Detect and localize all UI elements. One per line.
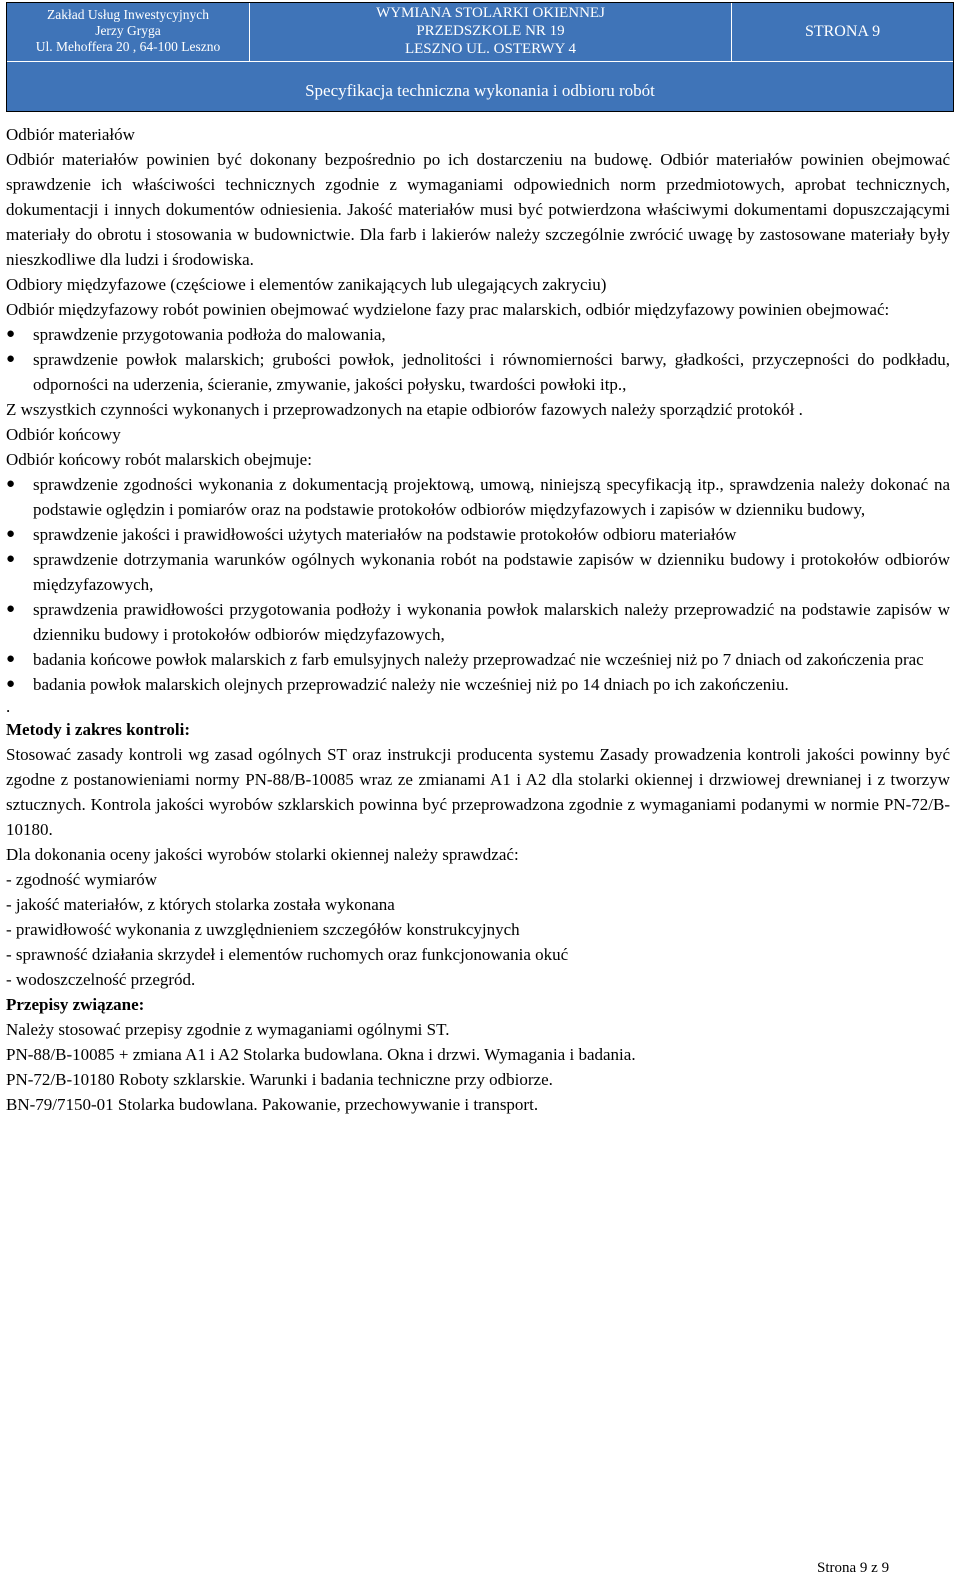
bullet-icon: ● bbox=[6, 351, 16, 367]
bullet-icon: ● bbox=[6, 476, 16, 492]
paragraph-miedzyfazowe-closing: Z wszystkich czynności wykonanych i przeprowadzonych na etapie odbiorów fazowych należy sporządzić protokół . bbox=[6, 400, 803, 419]
list-item: ● sprawdzenie jakości i prawidłowości użytych materiałów na podstawie protokołów odbioru materiałów bbox=[6, 522, 950, 547]
paragraph-miedzyfazowe-intro: Odbiór międzyfazowy robót powinien obejmować wydzielone fazy prac malarskich, odbiór międzyfazowy powinien obejmować: bbox=[6, 300, 890, 319]
list-item: ● sprawdzenie zgodności wykonania z dokumentacją projektową, umową, niniejszą specyfikacją itp., sprawdzenia należy dokonać na podstawie oględzin i pomiarów oraz na podstawie protokołów odbiorów międzyfazowych i zapisów w dzienniku budowy, bbox=[6, 472, 950, 522]
document-body bbox=[6, 122, 950, 1117]
list-item: ● badania końcowe powłok malarskich z farb emulsyjnych należy przeprowadzać nie wcześniej niż po 7 dniach od zakończenia prac bbox=[6, 647, 950, 672]
header-project-cell bbox=[249, 3, 731, 61]
bullet-list-koncowy bbox=[6, 472, 950, 697]
list-item: ● sprawdzenie przygotowania podłoża do malowania, bbox=[6, 322, 950, 347]
spec-title: Specyfikacja techniczna wykonania i odbioru robót bbox=[7, 62, 953, 111]
list-item: - zgodność wymiarów bbox=[6, 870, 158, 889]
regulation-line: BN-79/7150-01 Stolarka budowlana. Pakowanie, przechowywanie i transport. bbox=[6, 1095, 539, 1114]
bullet-icon: ● bbox=[6, 326, 16, 342]
company-owner: Jerzy Gryga bbox=[95, 23, 161, 38]
company-address: Ul. Mehoffera 20 , 64-100 Leszno bbox=[35, 39, 221, 54]
page-number: Strona 9 z 9 bbox=[817, 1560, 890, 1576]
project-location: LESZNO UL. OSTERWY 4 bbox=[404, 41, 577, 57]
section-heading-przepisy: Przepisy związane: bbox=[6, 995, 145, 1014]
bullet-icon: ● bbox=[6, 601, 16, 617]
section-heading-odbiory-miedzyfazowe: Odbiory międzyfazowe (częściowe i elementów zanikających lub ulegających zakryciu) bbox=[6, 275, 607, 294]
paragraph-odbior-materialow: Odbiór materiałów powinien być dokonany bezpośrednio po ich dostarczeniu na budowę. Odbiór materiałów powinien obejmować sprawdzenie ich właściwości technicznych zgodnie z wymaganiami odpowiednich norm przedmiotowych, aprobat technicznych, dokumentacji i innych dokumentów odniesienia. Jakość materiałów musi być potwierdzona właściwymi dokumentami dopuszczającymi materiały do obrotu i stosowania w budownictwie. Dla farb i lakierów należy szczególnie zwrócić uwagę by zastosowane materiały były nieszkodliwe dla ludzi i środowiska. bbox=[6, 150, 950, 269]
list-item: - jakość materiałów, z których stolarka została wykonana bbox=[6, 895, 395, 914]
regulation-line: Należy stosować przepisy zgodnie z wymaganiami ogólnymi ST. bbox=[6, 1020, 450, 1039]
section-heading-metody: Metody i zakres kontroli: bbox=[6, 720, 190, 739]
company-name: Zakład Usług Inwestycyjnych bbox=[47, 7, 209, 22]
header-page-cell: STRONA 9 bbox=[731, 3, 953, 61]
list-item: - wodoszczelność przegród. bbox=[6, 970, 196, 989]
document-header bbox=[6, 2, 954, 112]
list-item: ● sprawdzenia prawidłowości przygotowania podłoży i wykonania powłok malarskich należy przeprowadzić na podstawie zapisów w dzienniku budowy i protokołów odbiorów międzyfazowych, bbox=[6, 597, 950, 647]
bullet-icon: ● bbox=[6, 551, 16, 567]
section-heading-odbior-materialow: Odbiór materiałów bbox=[6, 125, 135, 144]
regulation-line: PN-88/B-10085 + zmiana A1 i A2 Stolarka budowlana. Okna i drzwi. Wymagania i badania. bbox=[6, 1045, 636, 1064]
project-building: PRZEDSZKOLE NR 19 bbox=[416, 23, 565, 39]
paragraph-metody: Stosować zasady kontroli wg zasad ogólnych ST oraz instrukcji producenta systemu Zasady prowadzenia kontroli jakości powinny być zgodne z postanowieniami normy PN-88/B-10085 wraz ze zmianami A1 i A2 dla stolarki okiennej i drzwiowej drewnianej i z tworzyw sztucznych. Kontrola jakości wyrobów szklarskich powinna być przeprowadzona zgodnie z wymaganiami podanymi w normie PN-72/B-10180. bbox=[6, 745, 950, 839]
bullet-icon: ● bbox=[6, 676, 16, 692]
list-item: ● sprawdzenie dotrzymania warunków ogólnych wykonania robót na podstawie zapisów w dzienniku budowy i protokołów odbiorów międzyfazowych, bbox=[6, 547, 950, 597]
section-heading-odbior-koncowy: Odbiór końcowy bbox=[6, 425, 121, 444]
regulation-line: PN-72/B-10180 Roboty szklarskie. Warunki i badania techniczne przy odbiorze. bbox=[6, 1070, 553, 1089]
project-title: WYMIANA STOLARKI OKIENNEJ bbox=[376, 5, 605, 21]
list-item: ● sprawdzenie powłok malarskich; grubości powłok, jednolitości i równomierności barwy, gładkości, przyczepności do podkładu, odporności na uderzenia, ścieranie, zmywanie, jakości połysku, twardości powłoki itp., bbox=[6, 347, 950, 397]
paragraph-metody-lead: Dla dokonania oceny jakości wyrobów stolarki okiennej należy sprawdzać: bbox=[6, 845, 519, 864]
paragraph-koncowy-intro: Odbiór końcowy robót malarskich obejmuje: bbox=[6, 450, 312, 469]
bullet-icon: ● bbox=[6, 651, 16, 667]
list-item: - sprawność działania skrzydeł i elementów ruchomych oraz funkcjonowania okuć bbox=[6, 945, 569, 964]
stray-dot: . bbox=[6, 697, 11, 716]
bullet-list-miedzyfazowe bbox=[6, 322, 950, 397]
header-company-cell bbox=[7, 3, 249, 61]
list-item: ● badania powłok malarskich olejnych przeprowadzić należy nie wcześniej niż po 14 dniach po ich zakończeniu. bbox=[6, 672, 950, 697]
bullet-icon: ● bbox=[6, 526, 16, 542]
list-item: - prawidłowość wykonania z uwzględnieniem szczegółów konstrukcyjnych bbox=[6, 920, 520, 939]
